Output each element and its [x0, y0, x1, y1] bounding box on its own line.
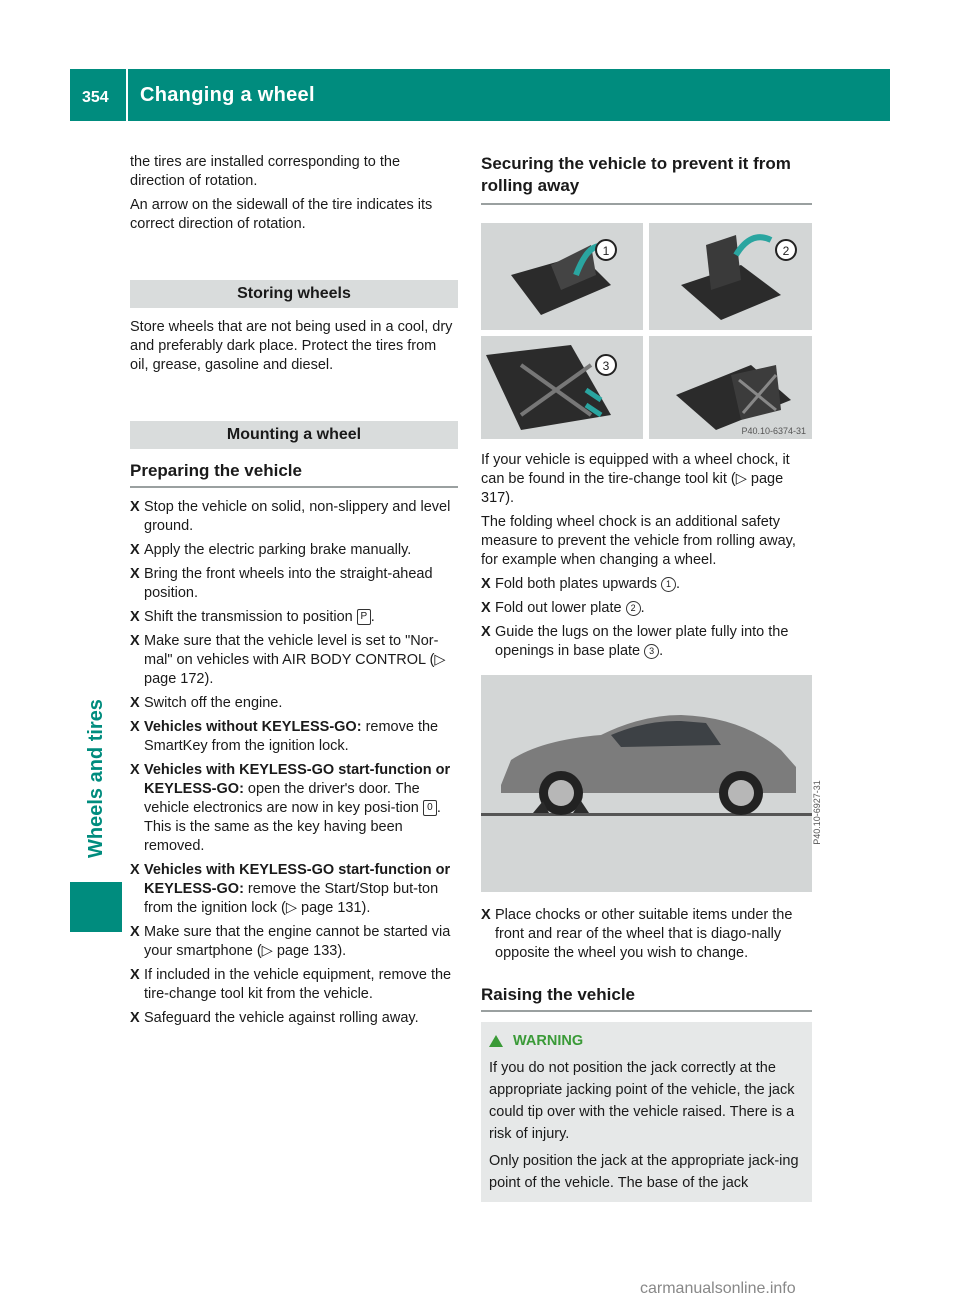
- gear-p-symbol: P: [357, 609, 371, 625]
- intro-paragraph: the tires are installed corresponding to the direction of rotation.: [130, 154, 401, 189]
- preparing-heading: Preparing the vehicle: [130, 461, 458, 488]
- step-item: X Apply the electric parking brake manually.: [130, 542, 412, 558]
- svg-text:1: 1: [602, 244, 610, 258]
- callout-number: 1: [661, 577, 676, 592]
- step-item: X If included in the vehicle equipment, remove the tire-change tool kit from the vehicle.: [130, 967, 452, 1002]
- step-item: X Vehicles with KEYLESS-GO start-function or KEYLESS-GO: remove the Start/Stop but-ton from the ignition lock (▷ page 131).: [130, 862, 451, 916]
- section-tab-marker: [70, 882, 122, 932]
- wheel-chock-illustration: [481, 215, 812, 439]
- callout-number: 3: [644, 644, 659, 659]
- page-ref-icon: ▷: [735, 471, 747, 487]
- storing-heading: Storing wheels: [130, 280, 458, 308]
- vehicle-chock-figure: [481, 675, 823, 892]
- figure-code: P40.10-6374-31: [741, 426, 806, 436]
- storing-text: Store wheels that are not being used in a cool, dry and preferably dark place. Protect the tires from oil, grease, gasoline and diesel.: [130, 319, 453, 373]
- chock-safety-paragraph: The folding wheel chock is an additional safety measure to prevent the vehicle from rolling away, for example when changing a wheel.: [481, 514, 796, 568]
- place-chocks-steps: [481, 906, 812, 963]
- page-ref-icon: ▷: [434, 652, 446, 668]
- warning-triangle-icon: [489, 1035, 503, 1047]
- securing-heading: Securing the vehicle to prevent it from rolling away: [481, 153, 812, 205]
- chock-paragraph: If your vehicle is equipped with a wheel chock, it can be found in the tire-change tool kit (▷ page 317).: [481, 452, 790, 506]
- step-item: X Vehicles with KEYLESS-GO start-function or KEYLESS-GO: open the driver's door. The vehicle electronics are now in key posi-tion 0 . This is the same as the key having been removed.: [130, 762, 451, 854]
- step-item: X Place chocks or other suitable items under the front and rear of the wheel that is diago-nally opposite the wheel you wish to change.: [481, 907, 793, 961]
- left-column: [130, 153, 458, 1033]
- raising-heading: Raising the vehicle: [481, 985, 812, 1012]
- page-title: Changing a wheel: [140, 84, 315, 106]
- wheel-chock-figure: [481, 215, 812, 439]
- warning-box: [481, 1022, 812, 1202]
- page-ref-icon: ▷: [285, 900, 297, 916]
- figure-code: P40.10-6927-31: [812, 780, 823, 845]
- step-item: X Shift the transmission to position P .: [130, 609, 375, 625]
- warning-header: [489, 1032, 804, 1051]
- step-item: X Switch off the engine.: [130, 695, 283, 711]
- warning-instruction: Only position the jack at the appropriate jack-ing point of the vehicle. The base of the jack: [489, 1153, 799, 1191]
- page-ref[interactable]: page 131: [301, 900, 362, 916]
- key-position-symbol: 0: [423, 800, 437, 816]
- warning-label: WARNING: [513, 1033, 584, 1049]
- page-ref-icon: ▷: [261, 943, 273, 959]
- step-item: X Stop the vehicle on solid, non-slippery and level ground.: [130, 499, 451, 534]
- vehicle-side-illustration: [481, 675, 812, 892]
- step-item: X Vehicles without KEYLESS-GO: remove the SmartKey from the ignition lock.: [130, 719, 439, 754]
- page-ref[interactable]: page 133: [276, 943, 338, 959]
- warning-paragraph: If you do not position the jack correctly at the appropriate jacking point of the vehicle, the jack could tip over with the vehicle raised. There is a risk of injury.: [489, 1060, 795, 1142]
- right-column: [481, 153, 823, 1202]
- chock-steps: [481, 575, 812, 661]
- step-item: X Bring the front wheels into the straight-ahead position.: [130, 566, 433, 601]
- page-number: 354: [82, 89, 109, 106]
- preparing-steps: [130, 498, 458, 1028]
- step-item: X Fold out lower plate 2 .: [481, 600, 645, 616]
- step-item: X Make sure that the vehicle level is set to "Nor-mal" on vehicles with AIR BODY CONTROL (▷ page 172).: [130, 633, 446, 687]
- svg-text:3: 3: [602, 359, 610, 373]
- step-item: X Fold both plates upwards 1 .: [481, 576, 681, 592]
- mounting-heading: Mounting a wheel: [130, 421, 458, 449]
- step-item: X Safeguard the vehicle against rolling away.: [130, 1010, 419, 1026]
- section-tab-label: Wheels and tires: [85, 699, 107, 858]
- arrow-paragraph: An arrow on the sidewall of the tire indicates its correct direction of rotation.: [130, 197, 433, 232]
- svg-text:2: 2: [782, 244, 790, 258]
- watermark: carmanualsonline.info: [640, 1280, 796, 1297]
- page-header: [70, 69, 890, 121]
- header-divider: [126, 69, 128, 121]
- step-item: X Make sure that the engine cannot be started via your smartphone (▷ page 133).: [130, 924, 451, 959]
- step-item: X Guide the lugs on the lower plate fully into the openings in base plate 3 .: [481, 624, 789, 659]
- page-ref[interactable]: page 317: [481, 471, 784, 506]
- page-ref[interactable]: page 172: [144, 671, 205, 687]
- callout-number: 2: [626, 601, 641, 616]
